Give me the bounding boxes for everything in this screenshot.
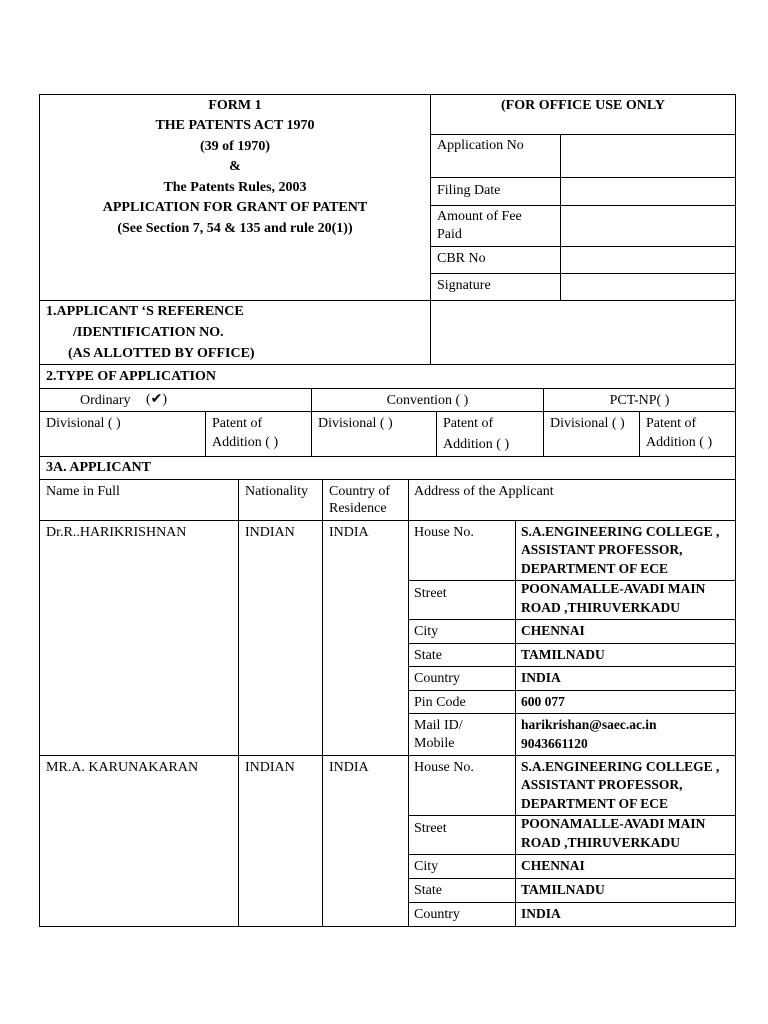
convention-divisional: Divisional ( ) [318,416,393,431]
applicant-1-city: CHENNAI [521,623,585,638]
rule [39,520,736,521]
rule [39,755,736,756]
applicant-2-name: MR.A. KARUNAKARAN [46,760,199,775]
applicant-2-house-line1: S.A.ENGINEERING COLLEGE , [521,759,720,774]
signature-label: Signature [437,278,491,293]
rule [430,134,735,135]
rule [430,273,735,274]
ampersand: & [229,159,241,174]
applicant-1-name: Dr.R..HARIKRISHNAN [46,525,187,540]
col-header-country: Country of [329,484,391,499]
rule [39,479,736,480]
applicant-1-street-line1: POONAMALLE-AVADI MAIN [521,581,706,596]
street-label: Street [414,586,447,601]
rule [430,246,735,247]
applicant-2-residence: INDIA [329,760,369,775]
rule [560,134,561,300]
rule [408,666,736,667]
rule [408,878,736,879]
applicant-2-city: CHENNAI [521,858,585,873]
col-header-nationality: Nationality [245,484,308,499]
rule [205,411,206,456]
ordinary-check-mark: (✔) [146,392,168,407]
rule [408,619,736,620]
col-header-name: Name in Full [46,484,120,499]
applicant-1-state: TAMILNADU [521,647,605,662]
country-label: Country [414,907,460,922]
col-header-residence: Residence [329,501,387,516]
form-title: FORM 1 [208,98,262,113]
city-label: City [414,859,439,874]
applicant-1-nationality: INDIAN [245,525,295,540]
application-no-label: Application No [437,138,524,153]
fee-paid-label-2: Paid [437,227,462,242]
street-label: Street [414,821,447,836]
rule [430,177,735,178]
rules-title: The Patents Rules, 2003 [163,180,307,195]
house-no-label: House No. [414,525,474,540]
pct-addition: Addition ( ) [646,435,713,450]
rule [39,300,736,301]
fee-paid-label: Amount of Fee [437,209,522,224]
act-title: THE PATENTS ACT 1970 [155,118,315,133]
applicant-2-nationality: INDIAN [245,760,295,775]
rule [322,479,323,927]
applicant-2-street-line1: POONAMALLE-AVADI MAIN [521,816,706,831]
house-no-label: House No. [414,760,474,775]
identification-no-label: /IDENTIFICATION NO. [73,325,224,340]
rule [639,411,640,456]
filing-date-label: Filing Date [437,183,501,198]
applicant-1-pin: 600 077 [521,694,565,709]
cbr-no-label: CBR No [437,251,486,266]
rule [408,854,736,855]
ordinary-divisional: Divisional ( ) [46,416,121,431]
col-header-address: Address of the Applicant [414,484,554,499]
allotted-by-office-label: (AS ALLOTTED BY OFFICE) [68,346,255,361]
rule [39,456,736,457]
type-of-application-heading: 2.TYPE OF APPLICATION [46,369,216,384]
applicant-1-house-line1: S.A.ENGINEERING COLLEGE , [521,524,720,539]
act-number: (39 of 1970) [200,139,270,154]
application-title: APPLICATION FOR GRANT OF PATENT [102,200,368,215]
rule [408,713,736,714]
rule [238,479,239,927]
rule [408,643,736,644]
section-reference: (See Section 7, 54 & 135 and rule 20(1)) [117,221,353,236]
pct-patent-of: Patent of [646,416,697,431]
mail-id-label: Mail ID/ [414,718,463,733]
city-label: City [414,624,439,639]
applicant-1-mobile: 9043661120 [521,736,588,751]
rule [39,364,736,365]
rule [39,926,736,927]
rule [39,94,40,927]
applicant-2-street-line2: ROAD ,THIRUVERKADU [521,835,681,850]
rule [408,479,409,927]
pct-np-label: PCT-NP( ) [609,393,670,408]
applicant-1-house-line2: ASSISTANT PROFESSOR, [521,542,683,557]
convention-patent-of: Patent of [443,416,494,431]
ordinary-patent-of: Patent of [212,416,263,431]
applicant-2-state: TAMILNADU [521,882,605,897]
applicant-1-house-line3: DEPARTMENT OF ECE [521,561,669,576]
mobile-label: Mobile [414,736,455,751]
rule [408,902,736,903]
rule [408,690,736,691]
applicant-1-mail: harikrishan@saec.ac.in [521,717,657,732]
rule [436,411,437,456]
applicant-1-street-line2: ROAD ,THIRUVERKADU [521,600,681,615]
ordinary-label: Ordinary [80,393,131,408]
applicant-reference-heading: 1.APPLICANT ‘S REFERENCE [46,304,244,319]
applicant-2-house-line2: ASSISTANT PROFESSOR, [521,777,683,792]
rule [430,205,735,206]
country-label: Country [414,671,460,686]
rule [39,411,736,412]
applicant-1-residence: INDIA [329,525,369,540]
pin-code-label: Pin Code [414,695,466,710]
applicant-1-country: INDIA [521,670,561,685]
applicant-2-house-line3: DEPARTMENT OF ECE [521,796,669,811]
rule [735,94,736,927]
applicant-2-country: INDIA [521,906,561,921]
convention-label: Convention ( ) [386,393,469,408]
office-use-title: (FOR OFFICE USE ONLY [500,98,665,113]
ordinary-addition: Addition ( ) [212,435,279,450]
convention-addition: Addition ( ) [443,437,510,452]
rule [39,94,736,95]
rule [515,520,516,927]
pct-divisional: Divisional ( ) [550,416,625,431]
rule [39,388,736,389]
state-label: State [414,648,442,663]
state-label: State [414,883,442,898]
applicant-heading: 3A. APPLICANT [46,460,152,475]
